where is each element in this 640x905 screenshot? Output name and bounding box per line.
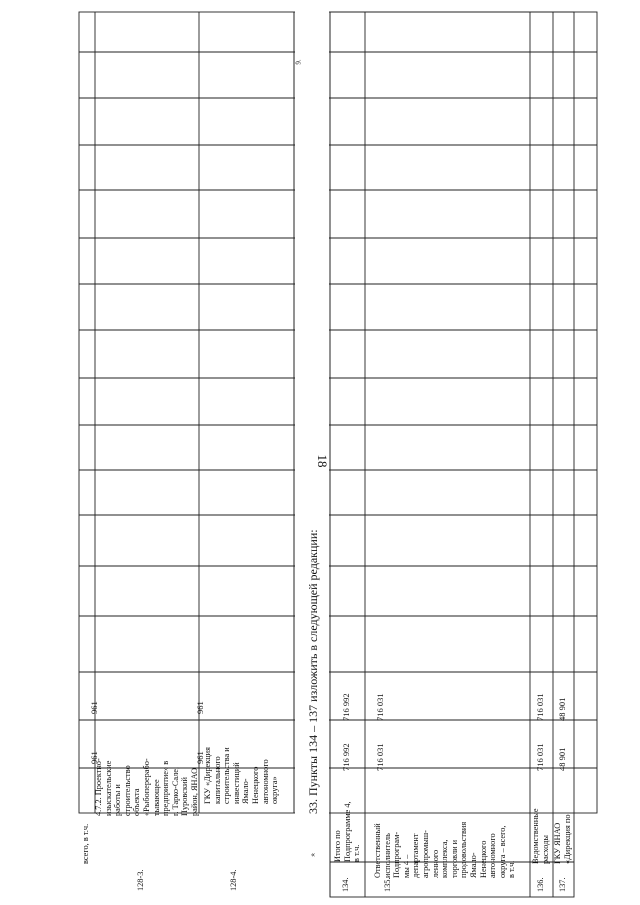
top-table-border bbox=[79, 12, 597, 813]
table-cell-num: 128-3. bbox=[136, 869, 145, 891]
table-cell-value: 716 031 bbox=[375, 743, 385, 771]
table-cell-value: 48 901 bbox=[557, 697, 567, 721]
table-cell-value: 961 bbox=[89, 701, 99, 714]
table-cell-num: 137. bbox=[558, 877, 567, 892]
table-cell-name: 4.7.2. Проектно- изыскательские работы и строительство объекта «Рыбоперерабо- тывающее предприятие» в г. Тарко-Сале, Пуровский район, ЯНАО bbox=[94, 758, 199, 816]
table-cell-value: 716 031 bbox=[535, 693, 545, 721]
table-cell-name: Итого по Подпрограмме 4, в т.ч. bbox=[333, 801, 362, 862]
page-number: 18 bbox=[315, 454, 330, 468]
stray-mark: 9. bbox=[294, 59, 303, 65]
stray-mark-mid: « bbox=[311, 850, 315, 859]
table-cell-num: 135. bbox=[383, 877, 392, 892]
table-cell-num: 136. bbox=[536, 877, 545, 892]
table-cell-value: 716 031 bbox=[535, 743, 545, 771]
table-cell-value: 961 bbox=[195, 701, 205, 714]
table-cell-name: всего, в т.ч. bbox=[81, 823, 90, 864]
table-cell-name: Ответственный исполнитель Подпрограм- мы 4 – департамент агропромыш- ленного комплекса, торговли и продовольствия Ямало- Ненецкого автономного округа – всего, в т.ч. bbox=[373, 821, 517, 878]
section-heading: 33. Пункты 134 – 137 изложить в следующей редакции: bbox=[306, 529, 320, 814]
table-cell-value: 716 031 bbox=[375, 693, 385, 721]
table-cell-num: 128-4. bbox=[229, 869, 238, 891]
table-cell-value: 48 901 bbox=[557, 747, 567, 771]
table-cell-value: 716 992 bbox=[341, 743, 351, 771]
table-cell-value: 961 bbox=[195, 751, 205, 764]
table-cell-value: 716 992 bbox=[341, 693, 351, 721]
table-cell-value: 961 bbox=[89, 751, 99, 764]
table-cell-name: ГКУ «Дирекция капитального строительства и инвестиций Ямало- Ненецкого автономного округа» bbox=[203, 747, 280, 804]
table-cell-name: Ведомственные расходы bbox=[531, 808, 550, 864]
table-cell-name: ГКУ ЯНАО «Дирекция по bbox=[553, 814, 572, 864]
table-cell-num: 134. bbox=[341, 877, 350, 892]
